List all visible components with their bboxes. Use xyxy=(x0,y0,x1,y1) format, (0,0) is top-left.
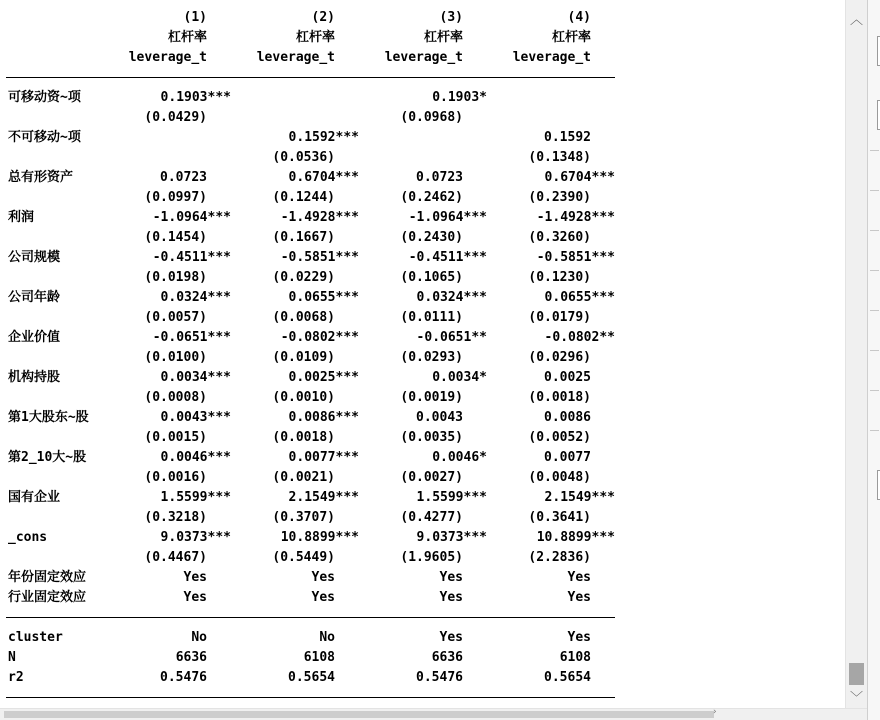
column-title: 杠杆率 xyxy=(423,30,463,45)
table-rule xyxy=(6,617,615,618)
std-error-cell: (0.3641) xyxy=(528,510,591,525)
coefficient-cell: 0.6704*** xyxy=(544,170,615,185)
coefficient-cell: -0.0651** xyxy=(416,330,487,345)
std-error-cell: (0.2390) xyxy=(528,190,591,205)
std-error-cell: (0.0027) xyxy=(400,470,463,485)
coefficient-cell: 0.0046* xyxy=(432,450,487,465)
coefficient-cell: 0.0324*** xyxy=(416,290,487,305)
std-error-cell: (0.0052) xyxy=(528,430,591,445)
coefficient-cell: 0.1592 xyxy=(544,130,591,145)
fixed-effect-cell: Yes xyxy=(311,590,335,605)
column-title: 杠杆率 xyxy=(167,30,207,45)
coefficient-cell: -0.0802*** xyxy=(280,330,359,345)
table-rule xyxy=(6,77,615,78)
panel-divider xyxy=(870,150,879,151)
std-error-cell: (0.0015) xyxy=(144,430,207,445)
coefficient-cell: -0.4511*** xyxy=(408,250,487,265)
std-error-cell: (0.0016) xyxy=(144,470,207,485)
std-error-cell: (0.1348) xyxy=(528,150,591,165)
horizontal-scrollbar[interactable] xyxy=(0,708,867,720)
panel-divider xyxy=(870,230,879,231)
row-label: 利润 xyxy=(8,210,35,225)
std-error-cell: (0.0997) xyxy=(144,190,207,205)
coefficient-cell: -1.4928*** xyxy=(280,210,359,225)
coefficient-cell: 0.0086 xyxy=(544,410,591,425)
row-label: 公司规模 xyxy=(8,250,61,265)
coefficient-cell: 0.0723 xyxy=(416,170,463,185)
row-label: 企业价值 xyxy=(8,330,61,345)
std-error-cell: (0.0536) xyxy=(272,150,335,165)
coefficient-cell: 0.0025*** xyxy=(288,370,359,385)
row-label: 第1大股东~股 xyxy=(8,410,89,425)
coefficient-cell: 0.0046*** xyxy=(160,450,231,465)
std-error-cell: (0.0968) xyxy=(400,110,463,125)
stat-cell: Yes xyxy=(439,630,463,645)
coefficient-cell: 0.0025 xyxy=(544,370,591,385)
coefficient-cell: 1.5599*** xyxy=(416,490,487,505)
coefficient-cell: -1.0964*** xyxy=(408,210,487,225)
coefficient-cell: -1.0964*** xyxy=(152,210,231,225)
std-error-cell: (0.3260) xyxy=(528,230,591,245)
stat-cell: No xyxy=(319,630,335,645)
column-title: 杠杆率 xyxy=(295,30,335,45)
std-error-cell: (0.1065) xyxy=(400,270,463,285)
column-variable: leverage_t xyxy=(512,50,591,65)
std-error-cell: (0.0035) xyxy=(400,430,463,445)
coefficient-cell: 9.0373*** xyxy=(160,530,231,545)
std-error-cell: (0.1244) xyxy=(272,190,335,205)
coefficient-cell: 2.1549*** xyxy=(544,490,615,505)
std-error-cell: (0.0198) xyxy=(144,270,207,285)
fixed-effect-cell: Yes xyxy=(567,570,591,585)
column-variable: leverage_t xyxy=(256,50,335,65)
coefficient-cell: 0.1903*** xyxy=(160,90,231,105)
coefficient-cell: 9.0373*** xyxy=(416,530,487,545)
std-error-cell: (0.0018) xyxy=(272,430,335,445)
std-error-cell: (0.0100) xyxy=(144,350,207,365)
fixed-effect-cell: Yes xyxy=(183,590,207,605)
fixed-effect-cell: Yes xyxy=(567,590,591,605)
std-error-cell: (0.0048) xyxy=(528,470,591,485)
coefficient-cell: 0.0077*** xyxy=(288,450,359,465)
std-error-cell: (0.0068) xyxy=(272,310,335,325)
column-variable: leverage_t xyxy=(384,50,463,65)
vertical-scroll-thumb[interactable] xyxy=(849,663,864,685)
panel-divider xyxy=(870,190,879,191)
fixed-effect-cell: Yes xyxy=(439,590,463,605)
coefficient-cell: 0.0043 xyxy=(416,410,463,425)
chevron-right-icon[interactable]: › xyxy=(713,707,717,717)
stat-cell: Yes xyxy=(567,630,591,645)
coefficient-cell: 2.1549*** xyxy=(288,490,359,505)
std-error-cell: (0.0057) xyxy=(144,310,207,325)
row-label: 公司年龄 xyxy=(8,290,61,305)
row-label: 国有企业 xyxy=(8,490,61,505)
stat-cell: 6636 xyxy=(431,650,463,665)
std-error-cell: (0.3218) xyxy=(144,510,207,525)
column-title: 杠杆率 xyxy=(551,30,591,45)
panel-divider xyxy=(870,350,879,351)
fixed-effect-cell: Yes xyxy=(439,570,463,585)
row-label: 总有形资产 xyxy=(8,170,74,185)
std-error-cell: (0.1667) xyxy=(272,230,335,245)
coefficient-cell: -0.0651*** xyxy=(152,330,231,345)
stat-cell: 6636 xyxy=(175,650,207,665)
chevron-up-icon[interactable]: ︿ xyxy=(849,12,863,28)
coefficient-cell: 0.0086*** xyxy=(288,410,359,425)
stat-cell: 0.5476 xyxy=(416,670,463,685)
coefficient-cell: 0.0655*** xyxy=(544,290,615,305)
std-error-cell: (0.0179) xyxy=(528,310,591,325)
std-error-cell: (0.3707) xyxy=(272,510,335,525)
row-label: 第2_10大~股 xyxy=(8,450,87,465)
column-variable: leverage_t xyxy=(128,50,207,65)
std-error-cell: (0.4467) xyxy=(144,550,207,565)
coefficient-cell: -0.5851*** xyxy=(280,250,359,265)
std-error-cell: (0.4277) xyxy=(400,510,463,525)
coefficient-cell: -0.0802** xyxy=(544,330,615,345)
coefficient-cell: 0.0077 xyxy=(544,450,591,465)
row-label: r2 xyxy=(8,670,24,685)
panel-divider xyxy=(870,270,879,271)
std-error-cell: (0.0229) xyxy=(272,270,335,285)
std-error-cell: (0.0021) xyxy=(272,470,335,485)
coefficient-cell: 0.0723 xyxy=(160,170,207,185)
column-number: (3) xyxy=(439,10,463,25)
std-error-cell: (0.0296) xyxy=(528,350,591,365)
row-label: cluster xyxy=(8,630,63,645)
std-error-cell: (0.1454) xyxy=(144,230,207,245)
coefficient-cell: 0.0655*** xyxy=(288,290,359,305)
panel-divider xyxy=(870,310,879,311)
coefficient-cell: 0.1592*** xyxy=(288,130,359,145)
std-error-cell: (0.0019) xyxy=(400,390,463,405)
stat-cell: No xyxy=(191,630,207,645)
std-error-cell: (0.2430) xyxy=(400,230,463,245)
std-error-cell: (0.0010) xyxy=(272,390,335,405)
row-label: N xyxy=(8,650,16,665)
row-label: _cons xyxy=(8,530,48,545)
panel-divider xyxy=(870,430,879,431)
row-label: 可移动资~项 xyxy=(8,90,81,105)
fixed-effect-cell: Yes xyxy=(183,570,207,585)
column-number: (4) xyxy=(567,10,591,25)
row-label: 机构持股 xyxy=(8,370,61,385)
fixed-effect-cell: Yes xyxy=(311,570,335,585)
std-error-cell: (1.9605) xyxy=(400,550,463,565)
horizontal-scroll-thumb[interactable] xyxy=(4,711,714,718)
panel-divider xyxy=(870,390,879,391)
std-error-cell: (0.0293) xyxy=(400,350,463,365)
coefficient-cell: 0.6704*** xyxy=(288,170,359,185)
stat-cell: 0.5476 xyxy=(160,670,207,685)
stat-cell: 0.5654 xyxy=(544,670,591,685)
coefficient-cell: -1.4928*** xyxy=(536,210,615,225)
coefficient-cell: -0.4511*** xyxy=(152,250,231,265)
vertical-scrollbar[interactable] xyxy=(845,0,867,708)
stat-cell: 0.5654 xyxy=(288,670,335,685)
std-error-cell: (0.1230) xyxy=(528,270,591,285)
std-error-cell: (0.5449) xyxy=(272,550,335,565)
coefficient-cell: 0.0324*** xyxy=(160,290,231,305)
stat-cell: 6108 xyxy=(559,650,591,665)
column-number: (1) xyxy=(183,10,207,25)
coefficient-cell: 0.0034*** xyxy=(160,370,231,385)
row-label: 行业固定效应 xyxy=(8,590,87,605)
column-number: (2) xyxy=(311,10,335,25)
coefficient-cell: 0.0034* xyxy=(432,370,487,385)
coefficient-cell: 0.0043*** xyxy=(160,410,231,425)
std-error-cell: (0.0111) xyxy=(400,310,463,325)
coefficient-cell: 1.5599*** xyxy=(160,490,231,505)
std-error-cell: (0.0018) xyxy=(528,390,591,405)
coefficient-cell: 10.8899*** xyxy=(280,530,359,545)
chevron-down-icon[interactable]: ﹀ xyxy=(849,690,863,706)
adjacent-panel-edge xyxy=(867,0,880,720)
coefficient-cell: 0.1903* xyxy=(432,90,487,105)
stat-cell: 6108 xyxy=(303,650,335,665)
coefficient-cell: 10.8899*** xyxy=(536,530,615,545)
std-error-cell: (0.0429) xyxy=(144,110,207,125)
std-error-cell: (2.2836) xyxy=(528,550,591,565)
std-error-cell: (0.0109) xyxy=(272,350,335,365)
row-label: 年份固定效应 xyxy=(8,570,87,585)
coefficient-cell: -0.5851*** xyxy=(536,250,615,265)
std-error-cell: (0.0008) xyxy=(144,390,207,405)
row-label: 不可移动~项 xyxy=(8,130,81,145)
table-rule xyxy=(6,697,615,698)
std-error-cell: (0.2462) xyxy=(400,190,463,205)
